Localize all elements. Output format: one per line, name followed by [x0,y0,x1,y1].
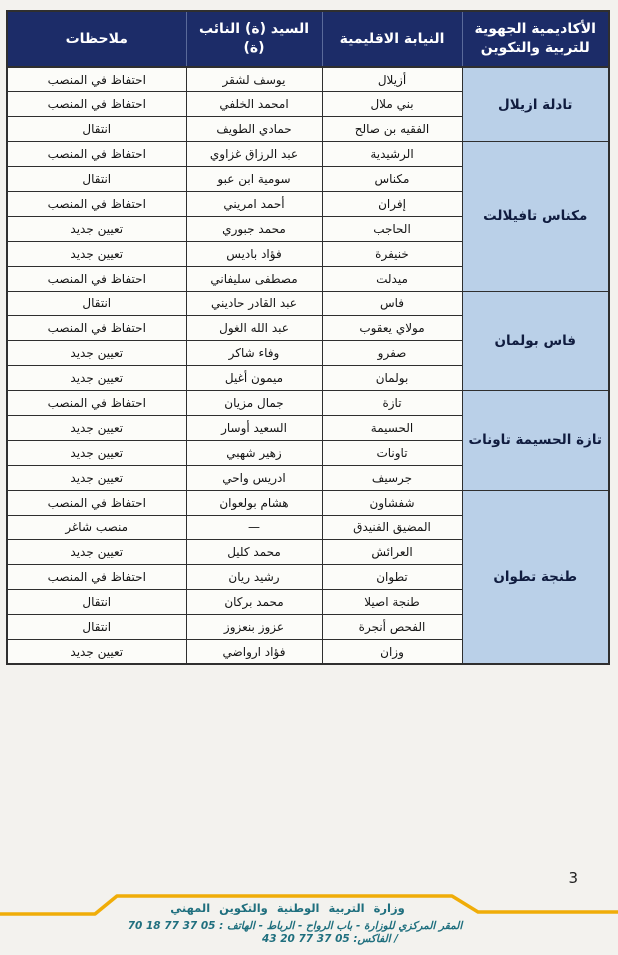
remarks-cell: احتفاظ في المنصب [7,490,186,515]
delegation-cell: جرسيف [322,465,462,490]
deputy-cell: فؤاد باديس [186,241,322,266]
deputy-cell: امحمد الخلفي [186,92,322,117]
remarks-cell: انتقال [7,590,186,615]
remarks-cell: انتقال [7,117,186,142]
footer-fax: / الفاكس: 05 37 77 20 43 [261,933,399,945]
deputy-cell: عبد الرزاق غزاوي [186,142,322,167]
remarks-cell: تعيين جديد [7,415,186,440]
deputy-cell: هشام بولعوان [186,490,322,515]
deputy-cell: ميمون أغيل [186,366,322,391]
footer-ministry-name: وزارة التربية الوطنية والتكوين المهني [170,901,405,915]
deputy-cell: عزوز بنعزوز [186,615,322,640]
deputy-cell: جمال مزيان [186,391,322,416]
deputy-cell: سومية ابن عبو [186,167,322,192]
delegation-cell: المضيق الفنيدق [322,515,462,540]
table-row [7,142,609,167]
remarks-cell: تعيين جديد [7,216,186,241]
academy-group-cell: تازة الحسيمة تاونات [462,391,609,491]
appointments-table [6,10,610,665]
header-remarks: ملاحظات [7,11,186,67]
deputy-cell: يوسف لشقر [186,67,322,92]
deputy-cell: رشيد ريان [186,565,322,590]
table-row [7,291,609,316]
remarks-cell: احتفاظ في المنصب [7,142,186,167]
table-row [7,67,609,92]
remarks-cell: احتفاظ في المنصب [7,67,186,92]
delegation-cell: الفحص أنجرة [322,615,462,640]
remarks-cell: تعيين جديد [7,366,186,391]
delegation-cell: فاس [322,291,462,316]
delegation-cell: بولمان [322,366,462,391]
academy-group-cell: طنجة تطوان [462,490,609,664]
academy-group-cell: مكناس تافيلالت [462,142,609,291]
footer-address: المقر المركزي للوزارة - باب الرواح - الرباط - الهاتف : 05 37 77 18 70 [127,920,463,932]
header-deputy: السيد (ة) النائب (ة) [186,11,322,67]
remarks-cell: تعيين جديد [7,241,186,266]
deputy-cell: عبد الله الغول [186,316,322,341]
delegation-cell: تطوان [322,565,462,590]
table-header-row [7,11,609,67]
deputy-cell: السعيد أوسار [186,415,322,440]
delegation-cell: طنجة اصيلا [322,590,462,615]
remarks-cell: تعيين جديد [7,639,186,664]
remarks-cell: انتقال [7,167,186,192]
deputy-cell: حمادي الطويف [186,117,322,142]
remarks-cell: احتفاظ في المنصب [7,266,186,291]
table-row [7,391,609,416]
academy-group-cell: فاس بولمان [462,291,609,391]
deputy-cell: وفاء شاكر [186,341,322,366]
deputy-cell: — [186,515,322,540]
delegation-cell: ميدلت [322,266,462,291]
delegation-cell: خنيفرة [322,241,462,266]
header-delegation: النيابة الاقليمية [322,11,462,67]
deputy-cell: زهير شهبي [186,440,322,465]
deputy-cell: أحمد امريني [186,191,322,216]
remarks-cell: انتقال [7,615,186,640]
delegation-cell: تازة [322,391,462,416]
table-body [7,67,609,664]
academy-group-cell: تادلة ازيلال [462,67,609,142]
delegation-cell: بني ملال [322,92,462,117]
remarks-cell: منصب شاغر [7,515,186,540]
deputy-cell: عبد القادر حاديني [186,291,322,316]
delegation-cell: إفران [322,191,462,216]
table-row [7,490,609,515]
remarks-cell: تعيين جديد [7,341,186,366]
remarks-cell: تعيين جديد [7,465,186,490]
remarks-cell: احتفاظ في المنصب [7,191,186,216]
remarks-cell: انتقال [7,291,186,316]
page-number: 3 [568,869,578,887]
delegation-cell: أزيلال [322,67,462,92]
delegation-cell: تاونات [322,440,462,465]
deputy-cell: محمد بركان [186,590,322,615]
deputy-cell: فؤاد ارواضي [186,639,322,664]
delegation-cell: الرشيدية [322,142,462,167]
remarks-cell: احتفاظ في المنصب [7,391,186,416]
remarks-cell: احتفاظ في المنصب [7,565,186,590]
delegation-cell: وزان [322,639,462,664]
deputy-cell: محمد كليل [186,540,322,565]
delegation-cell: العرائش [322,540,462,565]
delegation-cell: صفرو [322,341,462,366]
delegation-cell: الفقيه بن صالح [322,117,462,142]
remarks-cell: احتفاظ في المنصب [7,92,186,117]
delegation-cell: مكناس [322,167,462,192]
remarks-cell: تعيين جديد [7,540,186,565]
delegation-cell: الحاجب [322,216,462,241]
remarks-cell: احتفاظ في المنصب [7,316,186,341]
remarks-cell: تعيين جديد [7,440,186,465]
deputy-cell: ادريس واحي [186,465,322,490]
delegation-cell: مولاي يعقوب [322,316,462,341]
delegation-cell: الحسيمة [322,415,462,440]
deputy-cell: مصطفى سليفاني [186,266,322,291]
header-academy: الأكاديمية الجهوية للتربية والتكوين [462,11,609,67]
delegation-cell: شفشاون [322,490,462,515]
deputy-cell: محمد جبوري [186,216,322,241]
